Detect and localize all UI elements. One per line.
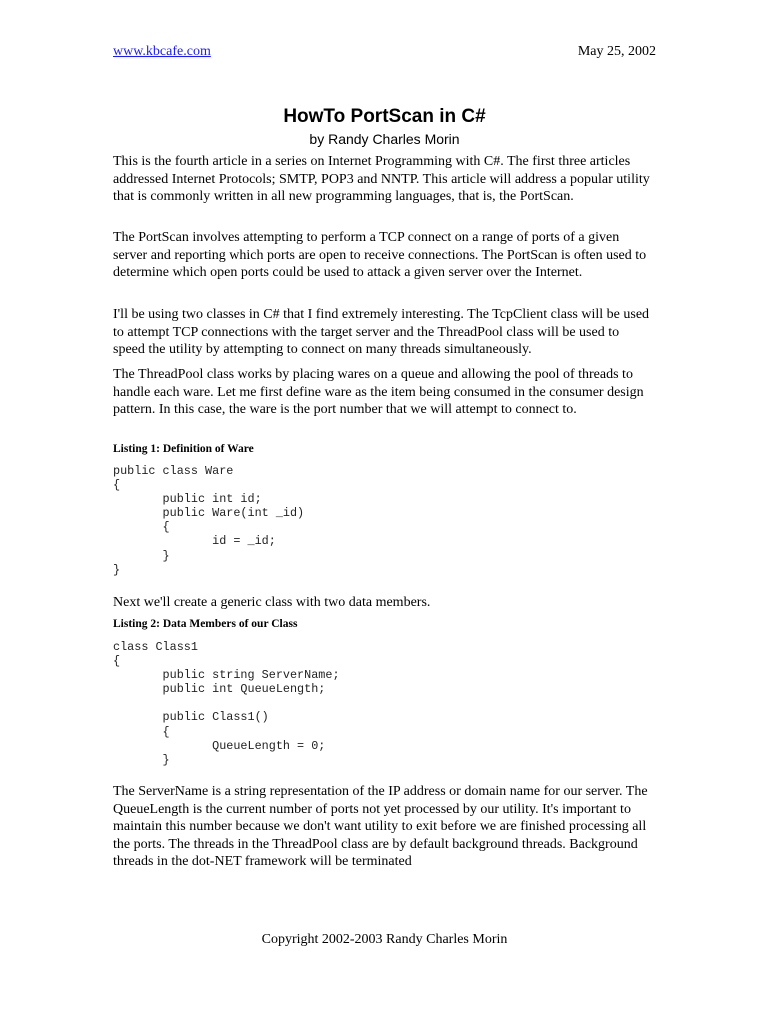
listing2-code: class Class1 { public string ServerName; public int QueueLength; public Class1() { QueueLength = 0; } — [113, 640, 340, 767]
listing2-title: Listing 2: Data Members of our Class — [113, 618, 298, 630]
article-title: HowTo PortScan in C# — [283, 106, 486, 127]
paragraph-threadpool: The ThreadPool class works by placing wares on a queue and allowing the pool of threads to handle each ware. Let me first define ware as the item being consumed in the consumer design pattern. In this case, the ware is the port number that we will attempt to connect to. — [113, 367, 644, 418]
paragraph-classes: I'll be using two classes in C# that I find extremely interesting. The TcpClient class will be used to attempt TCP connections with the target server and the ThreadPool class will be used to speed the utility by attempting to connect on many threads simultaneously. — [113, 307, 650, 358]
listing1-code: public class Ware { public int id; public Ware(int _id) { id = _id; } } — [113, 464, 305, 577]
article-byline: by Randy Charles Morin — [309, 131, 460, 147]
page-footer: Copyright 2002-2003 Randy Charles Morin — [261, 932, 508, 947]
paragraph-next: Next we'll create a generic class with two data members. — [113, 595, 431, 610]
document-page — [113, 0, 656, 1024]
paragraph-servername: The ServerName is a string representation of the IP address or domain name for our server. The QueueLength is the current number of ports not yet processed by our utility. It's important to maintain this number because we don't want utility to exit before we are finished processing all the ports. The threads in the ThreadPool class are by default background threads. Background threads in the dot-NET framework will be terminated — [113, 784, 648, 870]
paragraph-intro: This is the fourth article in a series on Internet Programming with C#. The first three articles addressed Internet Protocols; SMTP, POP3 and NNTP. This article will address a popular utility that is commonly written in all new programming languages, that is, the PortScan. — [113, 154, 650, 205]
page-header — [113, 44, 656, 64]
site-link[interactable]: www.kbcafe.com — [113, 44, 211, 59]
listing1-title: Listing 1: Definition of Ware — [113, 443, 254, 455]
header-date: May 25, 2002 — [577, 44, 656, 59]
paragraph-portscan: The PortScan involves attempting to perform a TCP connect on a range of ports of a given server and reporting which ports are open to receive connections. The PortScan is often used to determine which open ports could be used to attack a given server over the Internet. — [113, 230, 647, 281]
